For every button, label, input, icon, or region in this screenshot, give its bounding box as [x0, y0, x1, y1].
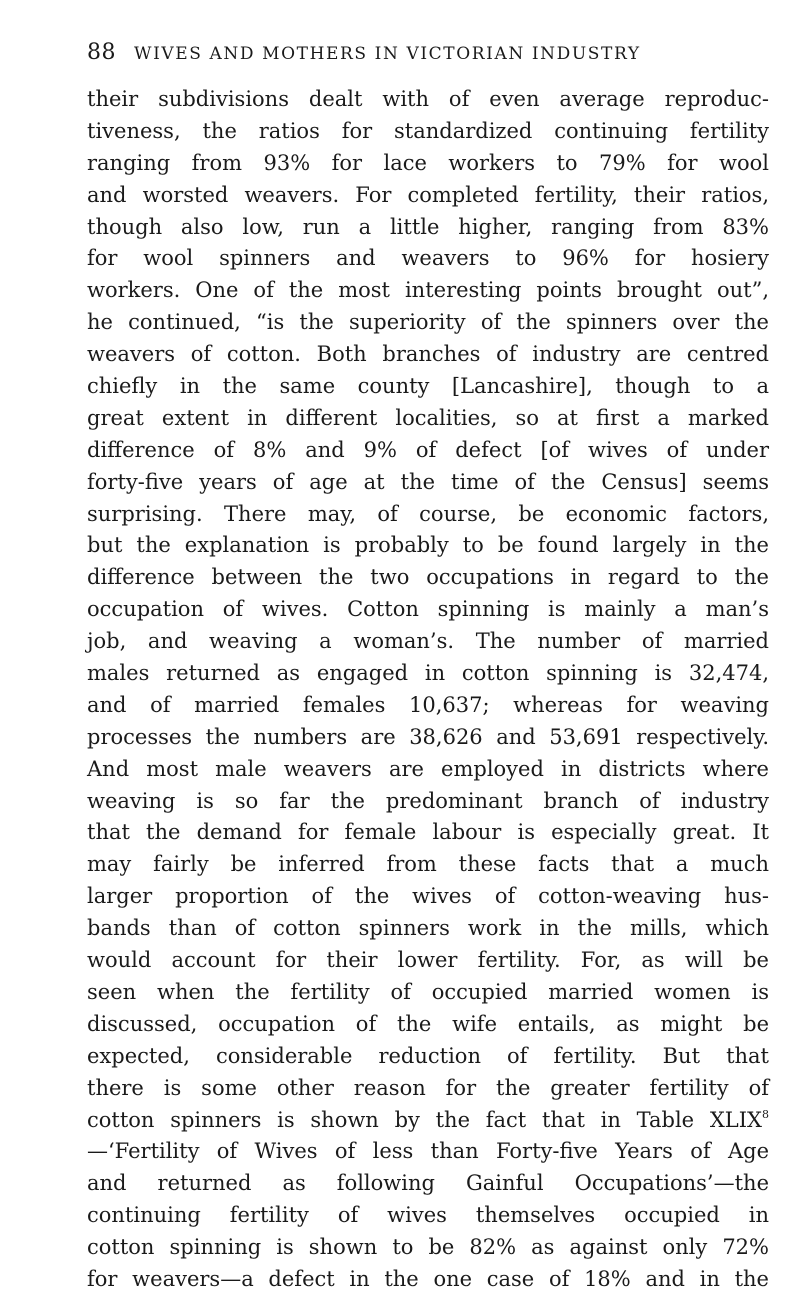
text-line: occupation of wives. Cotton spinning is mainly a man’s [87, 597, 769, 622]
text-line: for weavers—a defect in the one case of 18% and in the [87, 1266, 769, 1291]
text-line: difference of 8% and 9% of defect [of wives of under [87, 437, 769, 462]
text-line: —‘Fertility of Wives of less than Forty-five Years of Age [87, 1139, 769, 1164]
text-line: their subdivisions dealt with of even average reproduc- [87, 87, 769, 111]
text-line: great extent in different localities, so at first a marked [87, 405, 769, 430]
text-line: tiveness, the ratios for standardized continuing fertility [87, 118, 769, 143]
text-line: job, and weaving a woman’s. The number of married [87, 629, 769, 654]
text-line: though also low, run a little higher, ranging from 83% [87, 214, 769, 239]
text-line: and worsted weavers. For completed fertility, their ratios, [87, 182, 769, 207]
book-page [87, 40, 769, 1296]
text-line: seen when the fertility of occupied married women is [87, 979, 769, 1004]
text-line: but the explanation is probably to be found largely in the [87, 533, 769, 558]
text-line: discussed, occupation of the wife entails, as might be [87, 1011, 769, 1036]
text-line: males returned as engaged in cotton spinning is 32,474, [87, 661, 769, 686]
text-line: and returned as following Gainful Occupations’—the [87, 1171, 769, 1196]
text-line: continuing fertility of wives themselves occupied in [87, 1203, 769, 1228]
text-line: weavers of cotton. Both branches of industry are centred [87, 342, 769, 367]
text-line: larger proportion of the wives of cotton-weaving hus- [87, 884, 769, 909]
text-line: cotton spinning is shown to be 82% as against only 72% [87, 1235, 769, 1260]
text-line: and of married females 10,637; whereas for weaving [87, 692, 769, 717]
text-line: chiefly in the same county [Lancashire], though to a [87, 374, 769, 399]
text-line: workers. One of the most interesting points brought out”, [87, 278, 769, 303]
text-line: he continued, “is the superiority of the spinners over the [87, 310, 769, 335]
text-line: forty-five years of age at the time of the Census] seems [87, 469, 769, 494]
footnote-marker: 8 [762, 1107, 769, 1121]
text-line-content: cotton spinners is shown by the fact that in Table XLIX [87, 1107, 762, 1132]
text-line: surprising. There may, of course, be economic factors, [87, 501, 769, 526]
text-line: expected, considerable reduction of fertility. But that [87, 1043, 769, 1068]
text-line-with-footnote [87, 1105, 769, 1137]
text-line: that the demand for female labour is especially great. It [87, 820, 769, 845]
text-line: bands than of cotton spinners work in the mills, which [87, 916, 769, 941]
text-line: processes the numbers are 38,626 and 53,691 respectively. [87, 724, 769, 749]
running-header [87, 40, 769, 78]
text-line: for wool spinners and weavers to 96% for hosiery [87, 246, 769, 271]
body-text [87, 84, 769, 1296]
running-title: WIVES AND MOTHERS IN VICTORIAN INDUSTRY [134, 44, 641, 64]
text-line: there is some other reason for the greater fertility of [87, 1075, 769, 1100]
text-line: ranging from 93% for lace workers to 79% for wool [87, 150, 769, 175]
text-line: And most male weavers are employed in districts where [87, 756, 769, 781]
text-line: may fairly be inferred from these facts that a much [87, 852, 769, 877]
text-line: would account for their lower fertility. For, as will be [87, 948, 769, 973]
text-line: difference between the two occupations in regard to the [87, 565, 769, 590]
text-line: weaving is so far the predominant branch of industry [87, 788, 769, 813]
page-number: 88 [87, 40, 116, 65]
